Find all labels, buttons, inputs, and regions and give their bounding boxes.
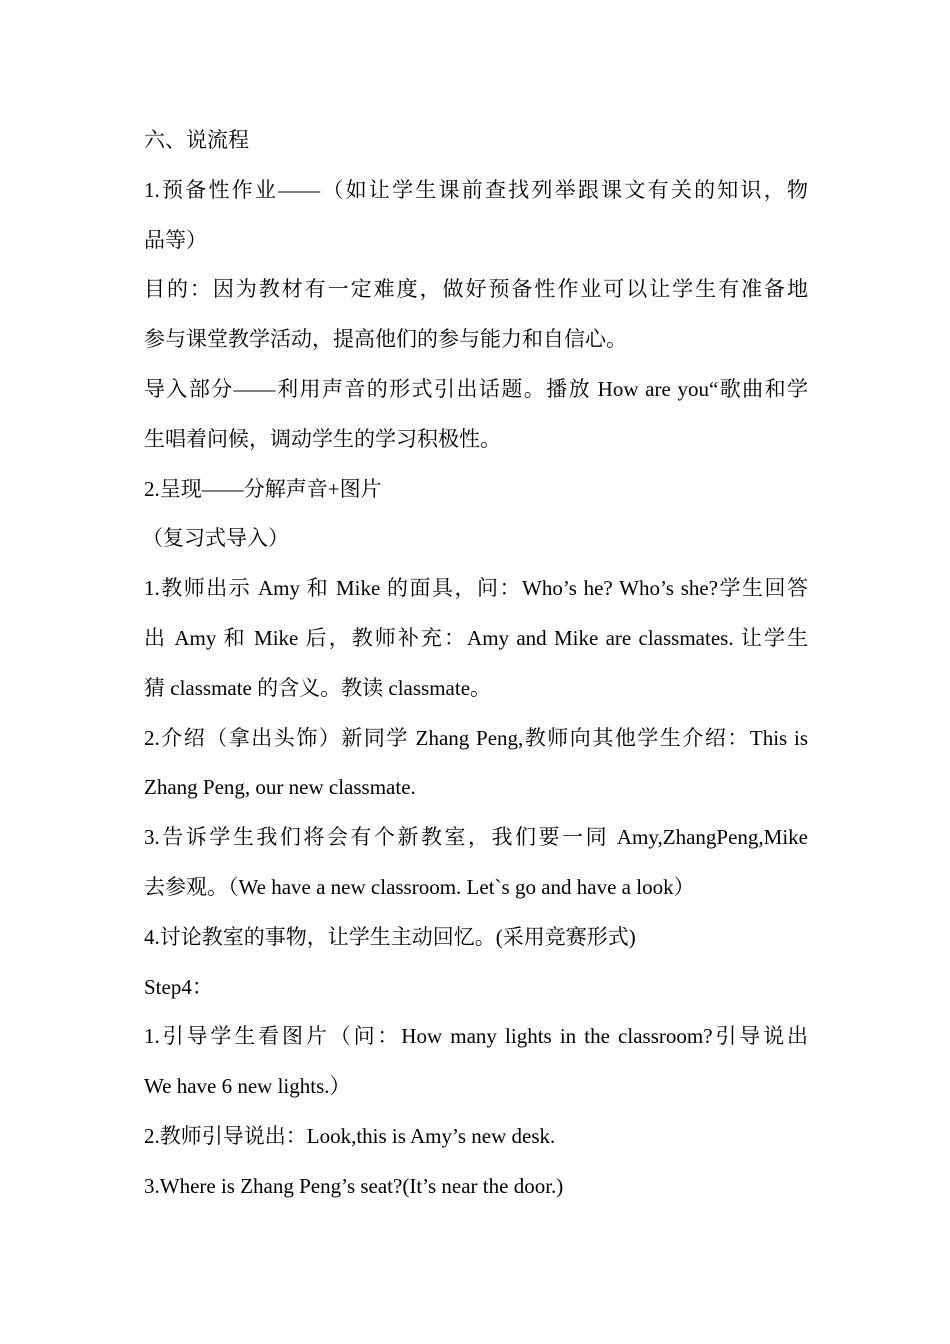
paragraph-line: 1.引导学生看图片（问：How many lights in the classroom?引导说出 [144, 1024, 808, 1049]
paragraph-line: Zhang Peng, our new classmate. [144, 775, 416, 800]
paragraph-line: 1.预备性作业——（如让学生课前查找列举跟课文有关的知识，物 [144, 177, 808, 202]
paragraph-line: 生唱着问候，调动学生的学习积极性。 [144, 426, 501, 451]
paragraph-line: 2.介绍（拿出头饰）新同学 Zhang Peng,教师向其他学生介绍：This is [144, 725, 808, 750]
paragraph-line: 2.呈现——分解声音+图片 [144, 476, 382, 501]
paragraph-line: 去参观。（We have a new classroom. Let`s go and have a look） [144, 874, 695, 899]
paragraph-line: 3.Where is Zhang Peng’s seat?(It’s near the door.) [144, 1173, 564, 1198]
document-body [144, 116, 808, 1212]
paragraph-line: 1.教师出示 Amy 和 Mike 的面具，问：Who’s he? Who’s she?学生回答 [144, 576, 808, 601]
paragraph-line: 2.教师引导说出：Look,this is Amy’s new desk. [144, 1123, 556, 1148]
paragraph-line: 猜 classmate 的含义。教读 classmate。 [144, 675, 492, 700]
paragraph-line: Step4： [144, 974, 213, 999]
paragraph-line: 品等） [144, 227, 207, 252]
section-heading: 六、说流程 [144, 128, 249, 152]
paragraph-line: 参与课堂教学活动，提高他们的参与能力和自信心。 [144, 327, 627, 352]
paragraph-line: （复习式导入） [142, 526, 289, 551]
paragraph-line: 导入部分——利用声音的形式引出话题。播放 How are you“歌曲和学 [144, 376, 808, 401]
paragraph-line: We have 6 new lights.） [144, 1074, 351, 1099]
paragraph-line: 4.讨论教室的事物，让学生主动回忆。(采用竞赛形式) [144, 924, 636, 949]
paragraph-line: 3.告诉学生我们将会有个新教室，我们要一同 Amy,ZhangPeng,Mike [144, 825, 808, 850]
paragraph-line: 出 Amy 和 Mike 后，教师补充：Amy and Mike are classmates. 让学生 [144, 625, 808, 650]
paragraph-line: 目的：因为教材有一定难度，做好预备性作业可以让学生有准备地 [144, 277, 808, 302]
